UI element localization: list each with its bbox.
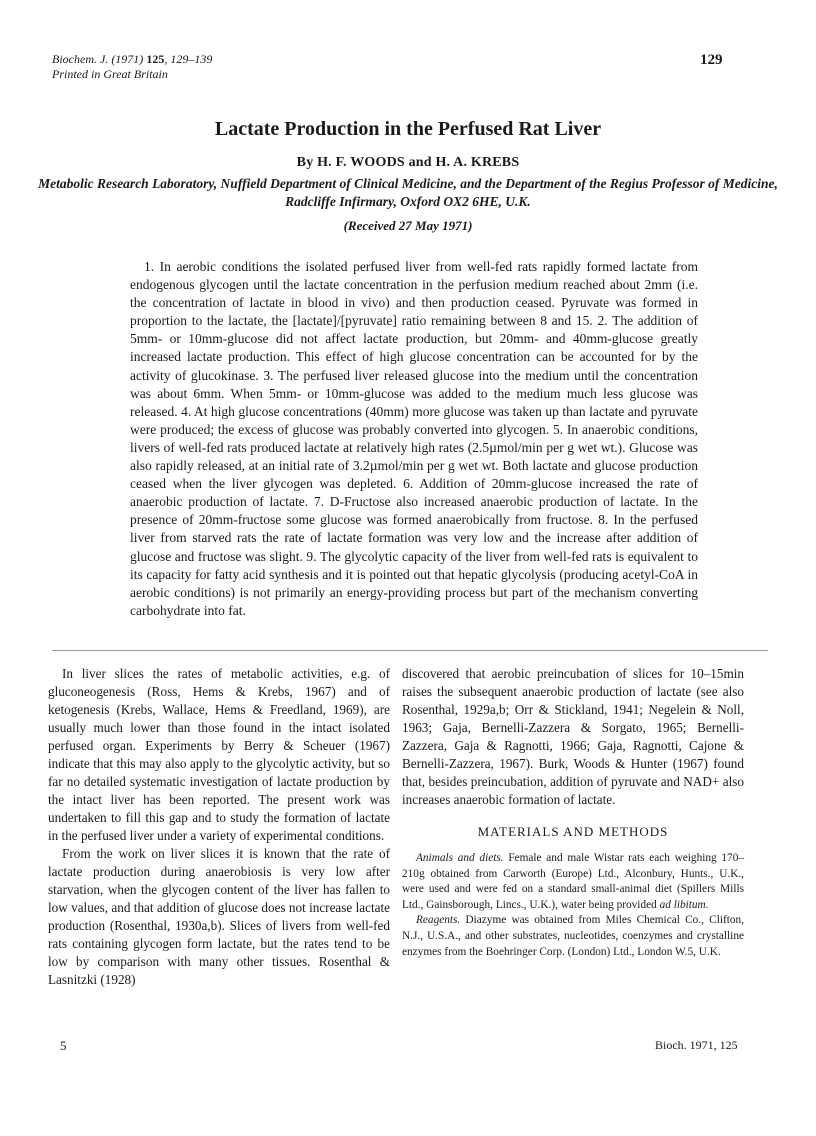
- affiliation: Metabolic Research Laboratory, Nuffield Department of Clinical Medicine, and the Department of the Regius Professor of Medicine, Radcliffe Infirmary, Oxford OX2 6HE, U.K.: [38, 176, 778, 209]
- page-number: 129: [700, 52, 723, 68]
- intro-paragraph-1: In liver slices the rates of metabolic activities, e.g. of gluconeogenesis (Ross, Hems & Krebs, 1967) and of ketogenesis (Krebs, Wallace, Hems & Freedland, 1969), are usually much lower than those found in the intact isolated perfused organ. Experiments by Berry & Scheuer (1967) indicate that this may also apply to the glycolytic activity, but so far no detailed systematic investigation of lactate production by the intact liver has been reported. The present work was undertaken to fill this gap and to study the formation of lactate in the perfused liver under a variety of experimental conditions.: [48, 666, 390, 843]
- abstract: 1. In aerobic conditions the isolated perfused liver from well-fed rats rapidly formed lactate from endogenous glycogen until the lactate concentration in the perfusion medium reached about 2mm (i.e. the concentration of lactate in blood in vivo) and then production ceased. Pyruvate was formed in proportion to the lactate, the [lactate]/[pyruvate] ratio remaining between 8 and 15. 2. The addition of 5mm- or 10mm-glucose did not affect lactate production, but 20mm- and 40mm-glucose greatly increased lactate production. This effect of high glucose concentration can be accounted for by the activity of glucokinase. 3. The perfused liver released glucose into the medium until the concentration was about 6mm. When 5mm- or 10mm-glucose was added to the medium much less glucose was released. 4. At high glucose concentrations (40mm) more glucose was taken up than lactate and pyruvate were produced; the excess of glucose was probably converted into glycogen. 5. In anaerobic conditions, livers of well-fed rats produced lactate at relatively high rates (2.5µmol/min per g wet wt.). Glucose was also rapidly released, at an initial rate of 3.2µmol/min per g wet wt. Both lactate and glucose production ceased when the liver glycogen was depleted. 6. Addition of 20mm-glucose increased the rate of anaerobic production of lactate. 7. D-Fructose also increased anaerobic production of lactate. In the presence of 20mm-fructose some glucose was formed anaerobically from fructose. 8. In the perfused liver from starved rats the rate of lactate formation was very low and the increase after addition of glucose and fructose was slight. 9. The glycolytic capacity of the liver from well-fed rats is equivalent to its capacity for fatty acid synthesis and it is pointed out that hepatic glycolysis (producing acetyl-CoA in aerobic conditions) is not primarily an energy-providing process but part of the mechanism converting carbohydrate into fat.: [130, 259, 698, 618]
- section-heading: MATERIALS AND METHODS: [477, 824, 669, 839]
- reagents-paragraph: [402, 913, 744, 960]
- footer-journal-ref: Bioch. 1971, 125: [655, 1038, 738, 1052]
- citation-year: (1971): [111, 52, 147, 66]
- page-range: , 129–139: [164, 52, 213, 66]
- volume-number: 125: [146, 52, 165, 66]
- received-date: (Received 27 May 1971): [343, 218, 473, 233]
- animals-label: Animals and diets.: [416, 852, 504, 864]
- reagents-label: Reagents.: [416, 914, 461, 927]
- journal-name: Biochem. J.: [52, 52, 109, 66]
- right-column: [402, 665, 744, 960]
- citation-line: [52, 52, 212, 67]
- animals-paragraph: [402, 851, 744, 913]
- section-divider: [52, 650, 768, 651]
- animals-end: ad libitum.: [659, 898, 709, 911]
- intro-paragraph-2: From the work on liver slices it is known that the rate of lactate production during anaerobiosis is very low after starvation, when the glycogen content of the liver has fallen to low values, and that addition of glucose does not increase lactate production (Rosenthal, 1930a,b). Slices of livers from well-fed rats containing glycogen form lactate, but the rates tend to be low by comparison with many other tissues. Rosenthal & Lasnitzki (1928): [48, 846, 390, 987]
- authors: By H. F. WOODS and H. A. KREBS: [296, 155, 520, 170]
- intro-paragraph-3: discovered that aerobic preincubation of slices for 10–15min raises the subsequent anaerobic production of lactate (see also Rosenthal, 1929a,b; Orr & Stickland, 1941; Negelein & Noll, 1963; Gaja, Bernelli-Zazzera & Sorgato, 1965; Bernelli-Zazzera, Gaja & Ragnotti, 1966; Gaja, Ragnotti, Cajone & Bernelli-Zazzera, 1967). Burk, Woods & Hunter (1967) found that, besides preincubation, addition of pyruvate and NAD+ also increases anaerobic formation of lactate.: [402, 666, 744, 807]
- signature-mark: 5: [60, 1038, 67, 1053]
- reagents-text: Diazyme was obtained from Miles Chemical Co., Clifton, N.J., U.S.A., and other substrates, nucleotides, coenzymes and crystalline enzymes from the Boehringer Corp. (London) Ltd., London W.5, U.K.: [402, 914, 744, 958]
- printed-in: Printed in Great Britain: [52, 67, 168, 81]
- animals-text: Female and male Wistar rats each weighing 170–210g obtained from Carworth (Europe) Ltd., Alconbury, Hunts., U.K., were used and were fed on a standard small-animal diet (Spillers Mills Ltd., Gainsborough, Lincs., U.K.), water being provided: [402, 852, 744, 911]
- journal-header: [52, 52, 212, 82]
- left-column: [48, 665, 390, 989]
- article-title: Lactate Production in the Perfused Rat Liver: [214, 118, 602, 140]
